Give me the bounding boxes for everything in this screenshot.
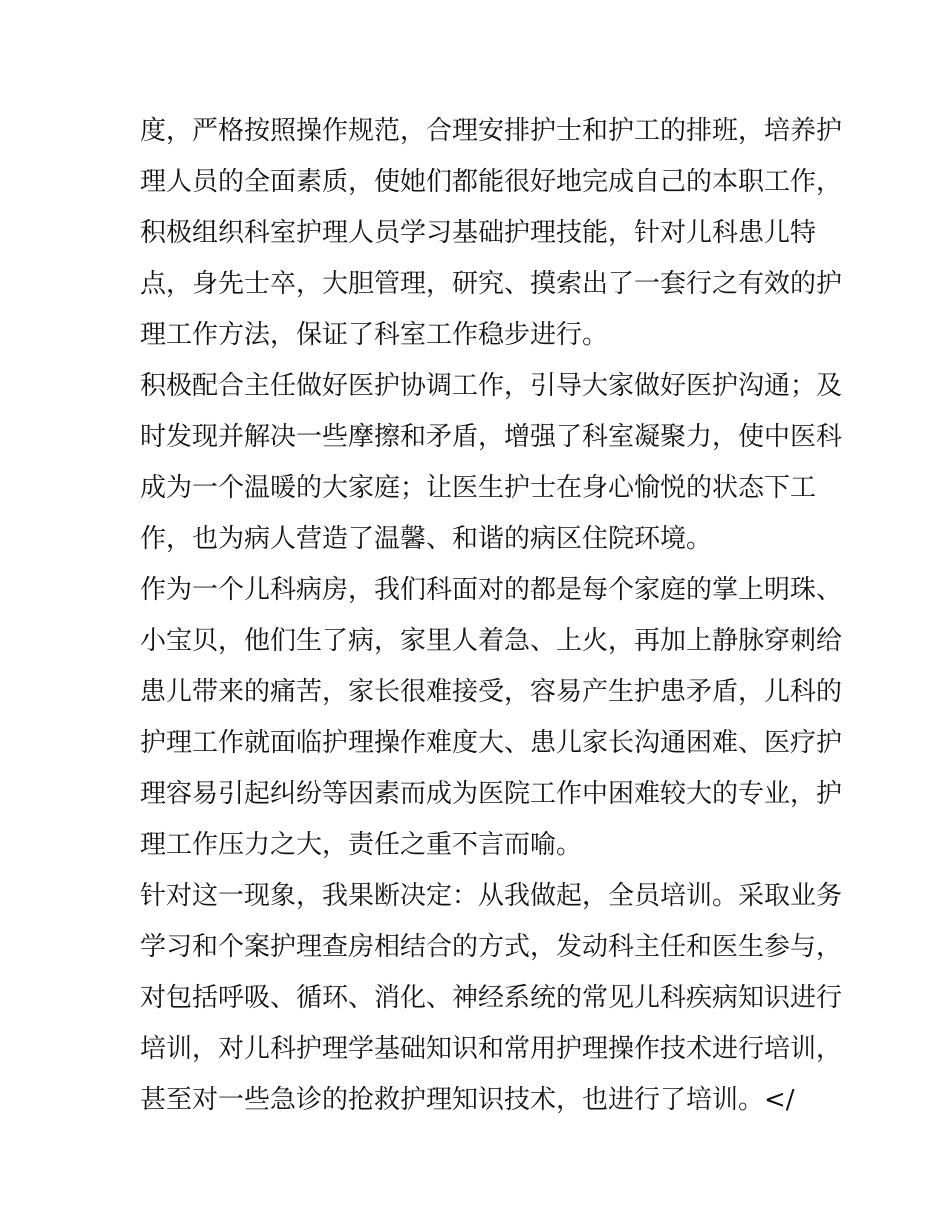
text-line: 度，严格按照操作规范，合理安排护士和护工的排班，培养护 <box>140 116 843 146</box>
text-line: 小宝贝，他们生了病，家里人着急、上火，再加上静脉穿刺给 <box>140 626 843 656</box>
text-line: 护理工作就面临护理操作难度大、患儿家长沟通困难、医疗护 <box>140 728 843 758</box>
text-line: 理工作方法，保证了科室工作稳步进行。 <box>140 320 609 350</box>
text-line: 理容易引起纠纷等因素而成为医院工作中困难较大的专业，护 <box>140 779 843 809</box>
text-line: 积极配合主任做好医护协调工作，引导大家做好医护沟通；及 <box>140 371 843 401</box>
text-line: 患儿带来的痛苦，家长很难接受，容易产生护患矛盾，儿科的 <box>140 677 843 707</box>
text-line: 对包括呼吸、循环、消化、神经系统的常见儿科疾病知识进行 <box>140 983 843 1013</box>
text-line: 培训，对儿科护理学基础知识和常用护理操作技术进行培训， <box>140 1034 843 1064</box>
text-line: 学习和个案护理查房相结合的方式，发动科主任和医生参与， <box>140 932 843 962</box>
text-line: 点，身先士卒，大胆管理，研究、摸索出了一套行之有效的护 <box>140 269 843 299</box>
text-line: 时发现并解决一些摩擦和矛盾，增强了科室凝聚力，使中医科 <box>140 422 843 452</box>
text-line: 理工作压力之大，责任之重不言而喻。 <box>140 830 583 860</box>
text-line: 作为一个儿科病房，我们科面对的都是每个家庭的掌上明珠、 <box>140 575 843 605</box>
text-line: 理人员的全面素质，使她们都能很好地完成自己的本职工作， <box>140 167 843 197</box>
text-line: 甚至对一些急诊的抢救护理知识技术，也进行了培训。</ <box>140 1085 795 1115</box>
text-line: 成为一个温暖的大家庭；让医生护士在身心愉悦的状态下工 <box>140 473 817 503</box>
text-line: 作，也为病人营造了温馨、和谐的病区住院环境。 <box>140 524 713 554</box>
text-line: 积极组织科室护理人员学习基础护理技能，针对儿科患儿特 <box>140 218 817 248</box>
text-line: 针对这一现象，我果断决定：从我做起，全员培训。采取业务 <box>140 881 843 911</box>
body-text <box>140 106 843 1126</box>
